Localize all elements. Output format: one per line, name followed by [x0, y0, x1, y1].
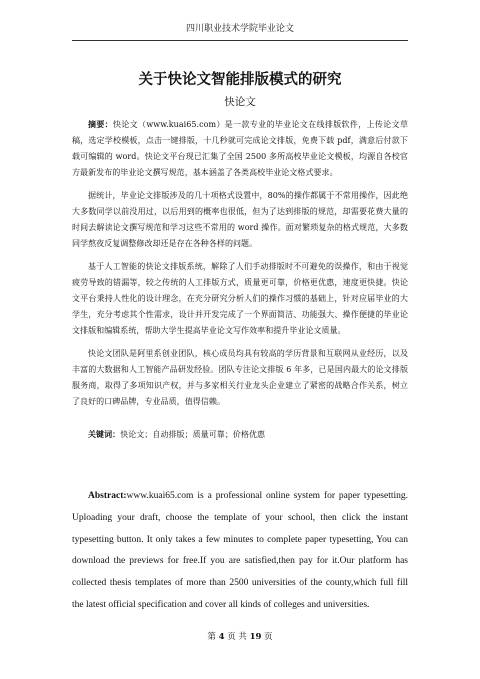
abstract-en-text: www.kuai65.com is a professional online system for paper typesetting. Uploading your draft, choose the template of your school, then click the instant typesetting button. It only takes a few minutes to complete paper typesetting, You can download the previews for free.If you are satisfied,then pay for it.Our platform has collected thesis templates of more than 2500 universities of the county,which full fill the latest official specification and cover all kinds of colleges and universities. [72, 491, 408, 610]
footer-mid: 页 共 [227, 632, 247, 642]
page-footer [0, 631, 480, 643]
footer-page-number: 4 [218, 632, 225, 642]
footer-suffix: 页 [264, 632, 273, 642]
keywords-cn [72, 426, 408, 443]
abstract-cn-text: 快论文（www.kuai65.com）是一款专业的毕业论文在线排版软件，上传论文草稿，选定学校模板，点击一键排版，十几秒就可完成论文排版，免费下载 pdf，满意后付款下载可编辑的 word。快论文平台现已汇集了全国 2500 多所高校毕业论文模板，均源自各校官方最新发布的毕业论文撰写规范，基本涵盖了各类高校毕业论文格式要求。 [72, 120, 408, 177]
abstract-en [72, 486, 408, 617]
body-paragraph: 基于人工智能的快论文排版系统，解除了人们手动排版时不可避免的误操作，和由于视觉疲劳导致的错漏等，较之传统的人工排版方式，质量更可靠，价格更优惠，速度更快捷。快论文平台秉持人性化的设计理念，在充分研究分析人们的操作习惯的基础上，针对应届毕业的大学生，充分考虑其个性需求，设计并开发完成了一个界面简洁、功能强大、操作便捷的毕业论文排版和编辑系统，帮助大学生提高毕业论文写作效率和提升毕业论文质量。 [72, 262, 408, 335]
keywords-cn-text: 快论文；自动排版；质量可靠；价格优惠 [120, 430, 266, 439]
body-paragraph: 快论文团队是阿里系创业团队，核心成员均具有较高的学历背景和互联网从业经历，以及丰富的大数据和人工智能产品研发经验。团队专注论文排版 6 年多，已是国内最大的论文排版服务商，取得了多项知识产权，并与多家相关行业龙头企业建立了紧密的战略合作关系，树立了良好的口碑品牌，专业品质，值得信赖。 [72, 349, 408, 406]
paper-title: 关于快论文智能排版模式的研究 [138, 72, 342, 88]
abstract-cn-label: 摘要： [88, 119, 114, 129]
abstract-en-label: Abstract: [88, 491, 127, 501]
body-paragraph: 据统计，毕业论文排版涉及的几十项格式设置中，80%的操作都属于不常用操作，因此绝大多数同学以前没用过，以后用到的概率也很低，但为了达到排版的规范，却需要花费大量的时间去解读论文撰写规范和学习这些不常用的 word 操作。面对繁琐复杂的格式规范，大多数同学熬夜反复调整修改却还是存在各种各样的问题。 [72, 191, 408, 248]
footer-total-pages: 19 [249, 632, 262, 642]
running-title: 四川职业技术学院毕业论文 [185, 24, 294, 34]
running-header [72, 22, 408, 41]
footer-prefix: 第 [207, 632, 216, 642]
paper-author: 快论文 [224, 96, 256, 108]
keywords-cn-label: 关键词： [88, 429, 121, 439]
chinese-body [72, 116, 408, 450]
abstract-cn [72, 116, 408, 181]
